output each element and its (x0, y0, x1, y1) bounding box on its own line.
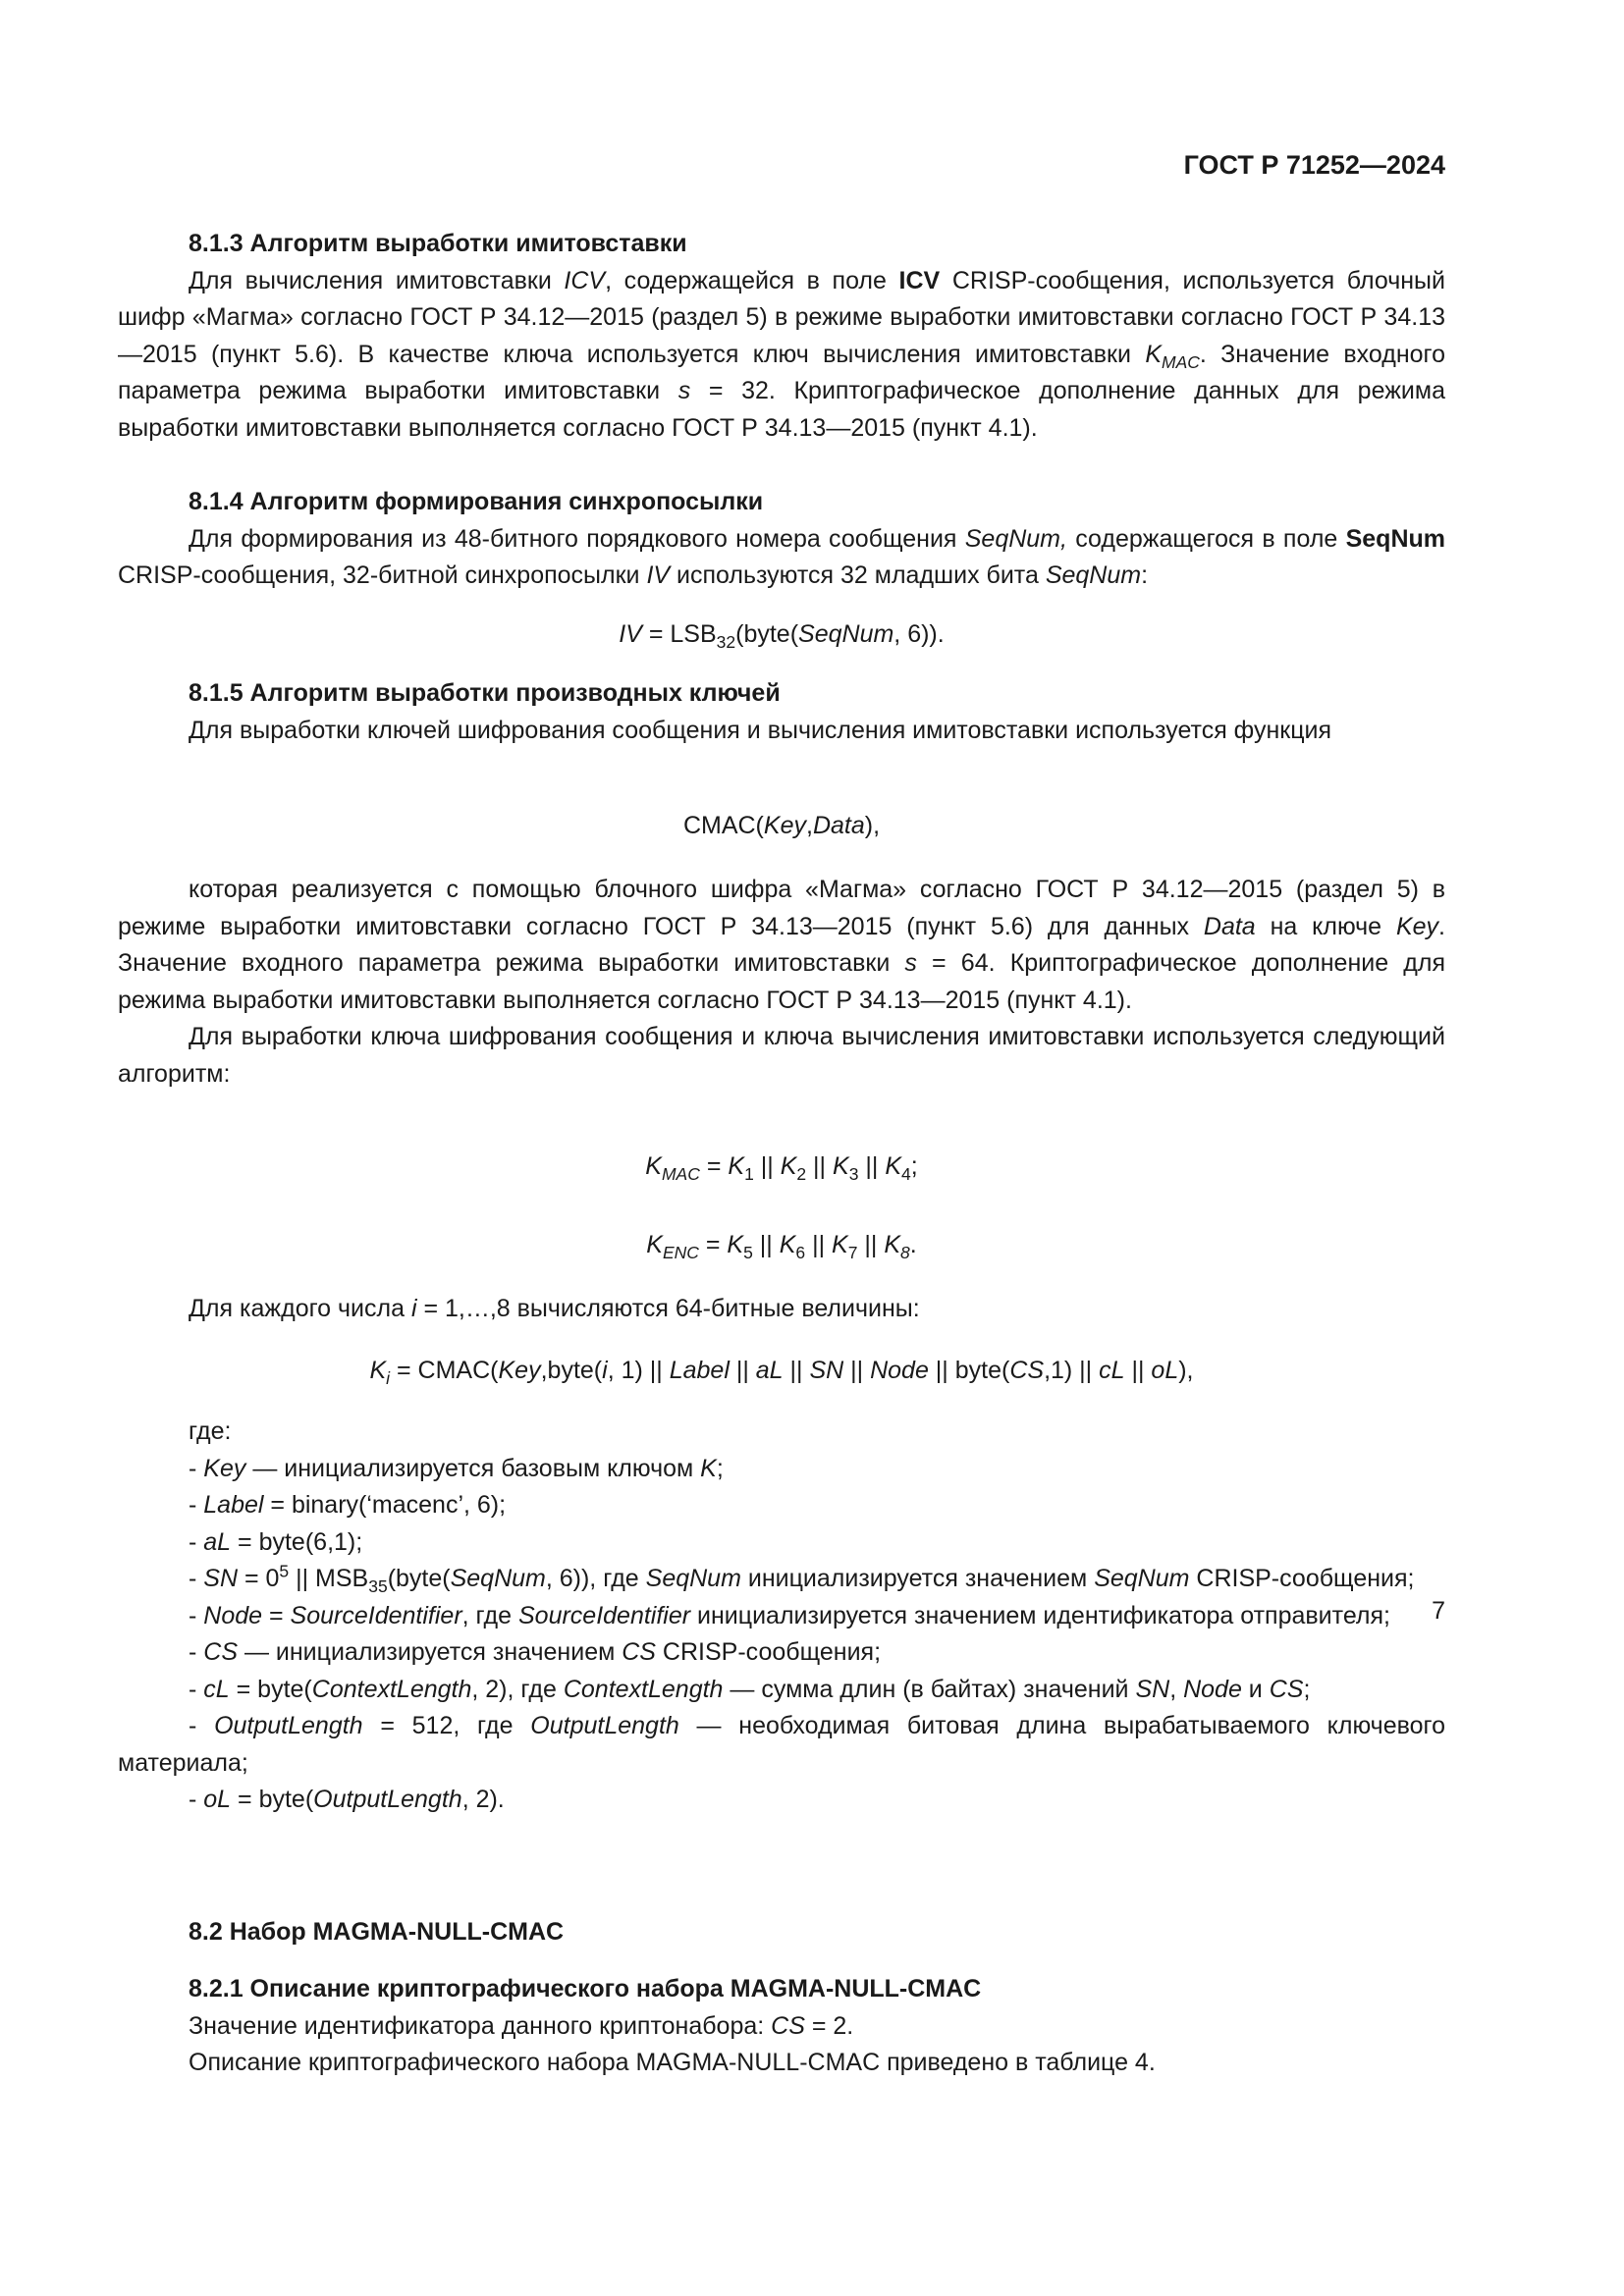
list-item: - oL = byte(OutputLength, 2). (189, 1786, 505, 1813)
list-item: - OutputLength = 512, где OutputLength — необходимая битовая длина вырабатываемого ключевого материала; (118, 1712, 1445, 1777)
section-8-1-5 (118, 675, 1445, 749)
paragraph: Для каждого числа i = 1,…,8 вычисляются 64-битные величины: (189, 1295, 920, 1322)
formula-cmac: CMAC(Key,Data), (682, 812, 881, 839)
paragraph: Для вычисления имитовставки ICV, содержащейся в поле ICV CRISP-сообщения, используется блочный шифр «Магма» согласно ГОСТ Р 34.12—2015 (раздел 5) в режиме выработки имитовставки согласно ГОСТ Р 34.13—2015 (пункт 5.6). В качестве ключа используется ключ вычисления имитовставки $K_{MAC}$. Значение входного параметра режима выработки имитовставки s = 32. Криптографическое дополнение данных для режима выработки имитовставки выполняется согласно ГОСТ Р 34.13—2015 (пункт 4.1). (118, 266, 1446, 442)
paragraph: Описание криптографического набора MAGMA-NULL-CMAC приведено в таблице 4. (189, 2049, 1156, 2076)
list-item: - CS — инициализируется значением CS CRISP-сообщения; (189, 1638, 882, 1666)
section-heading: 8.1.3 Алгоритм выработки имитовставки (189, 230, 687, 257)
paragraph: Для выработки ключей шифрования сообщения и вычисления имитовставки используется функция (189, 716, 1332, 744)
list-item: - cL = byte(ContextLength, 2), где ContextLength — сумма длин (в байтах) значений SN, Node и CS; (189, 1675, 1311, 1703)
section-heading: 8.2 Набор MAGMA-NULL-CMAC (189, 1918, 565, 1946)
section-heading: 8.1.5 Алгоритм выработки производных ключей (189, 679, 781, 707)
paragraph: Значение идентификатора данного криптонабора: CS = 2. (189, 2011, 854, 2040)
paragraph-block (118, 872, 1445, 1093)
paragraph-block (118, 1291, 1445, 1328)
formula-iv: IV = $LSB_{32}(byte(SeqNum$, 6)). (619, 620, 945, 653)
section-heading: 8.1.4 Алгоритм формирования синхропосылки (189, 488, 764, 515)
section-heading: 8.2.1 Описание криптографического набора MAGMA-NULL-CMAC (189, 1975, 982, 2002)
section-8-1-4 (118, 484, 1445, 595)
document-header: ГОСТ Р 71252—2024 (1183, 150, 1445, 180)
paragraph: Для формирования из 48-битного порядкового номера сообщения SeqNum, содержащегося в поле SeqNum CRISP-сообщения, 32-битной синхропосылки IV используются 32 младших бита SeqNum: (118, 524, 1445, 589)
formula-kenc: $K_{ENC} = K_5$ || $K_6$ || $K_7$ || $K_8$. (646, 1231, 917, 1263)
section-8-2 (118, 1914, 1445, 1951)
where-label: где: (189, 1417, 232, 1445)
list-item: - aL = byte(6,1); (189, 1527, 363, 1556)
formula-ki: $K_i$ = CMAC(Key,byte(i, 1) || Label || aL || SN || Node || byte(CS,1) || cL || oL), (369, 1357, 1194, 1389)
list-item: - Node = SourceIdentifier, где SourceIdentifier инициализируется значением идентификатора отправителя; (189, 1601, 1390, 1629)
section-8-1-3 (118, 226, 1445, 447)
section-8-2-1 (118, 1971, 1445, 2082)
list-item: - Key — инициализируется базовым ключом K; (189, 1454, 724, 1482)
page-number: 7 (1432, 1597, 1445, 1625)
formula-kmac: $K_{MAC} = K_1$ || $K_2$ || $K_3$ || $K_4$; (645, 1152, 918, 1185)
paragraph: которая реализуется с помощью блочного шифра «Магма» согласно ГОСТ Р 34.12—2015 (раздел 5) в режиме выработки имитовставки согласно ГОСТ Р 34.13—2015 (пункт 5.6) для данных Data на ключе Key. Значение входного параметра режима выработки имитовставки s = 64. Криптографическое дополнение для режима выработки имитовставки выполняется согласно ГОСТ Р 34.13—2015 (пункт 4.1). (118, 876, 1445, 1014)
list-item: - Label = binary(‘macenc’, 6); (189, 1491, 507, 1519)
list-item: - SN = $0^5$ || $MSB_{35}(byte(SeqNum$, 6)), где SeqNum инициализируется значением SeqNum CRISP-сообщения; (189, 1561, 1415, 1597)
definitions-list (118, 1414, 1445, 1819)
paragraph: Для выработки ключа шифрования сообщения и ключа вычисления имитовставки используется следующий алгоритм: (118, 1023, 1445, 1088)
